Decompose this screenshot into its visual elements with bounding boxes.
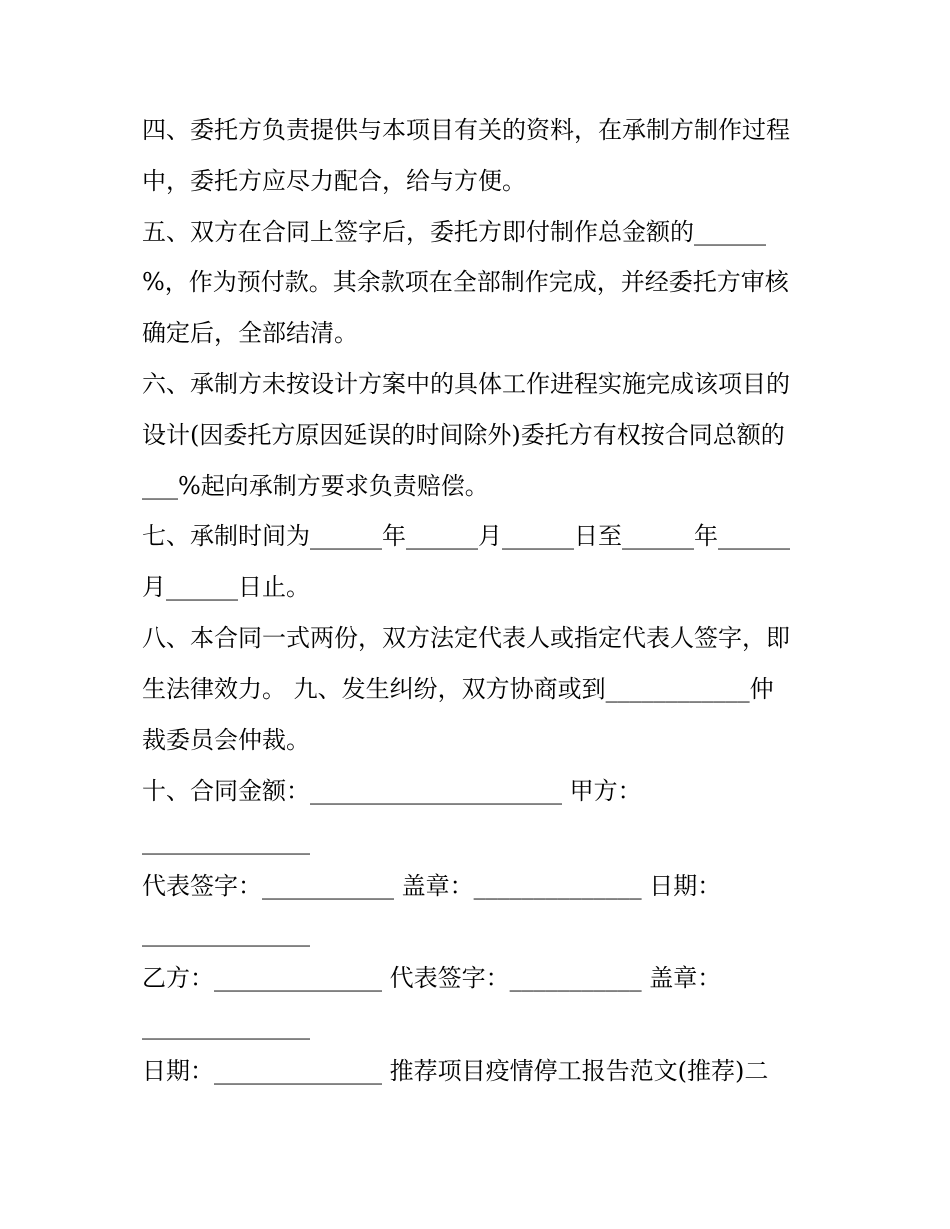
clause-6-line-2: 设计(因委托方原因延误的时间除外)委托方有权按合同总额的 xyxy=(142,421,785,449)
clause-8-line-1: 八、本合同一式两份，双方法定代表人或指定代表人签字，即 xyxy=(142,624,790,652)
clause-6-line-3: ___%起向承制方要求负责赔偿。 xyxy=(142,472,489,500)
party-b-date-line: 日期：______________ 推荐项目疫情停工报告范文(推荐)二 xyxy=(142,1057,769,1085)
party-a-signature-line: 代表签字：___________ 盖章：______________ 日期： xyxy=(142,872,722,900)
party-b-signature-line: 乙方：______________ 代表签字：___________ 盖章： xyxy=(142,964,722,992)
clause-9-line-2: 裁委员会仲裁。 xyxy=(142,726,310,754)
clause-4-line-2: 中，委托方应尽力配合，给与方便。 xyxy=(142,167,526,195)
clause-4-line-1: 四、委托方负责提供与本项目有关的资料，在承制方制作过程 xyxy=(142,116,790,144)
clause-7-line-1: 七、承制时间为______年______月______日至______年______ xyxy=(142,522,790,550)
clause-8-9-line: 生法律效力。 九、发生纠纷，双方协商或到____________仲 xyxy=(142,675,774,703)
clause-5-line-3: 确定后，全部结清。 xyxy=(142,319,358,347)
clause-6-line-1: 六、承制方未按设计方案中的具体工作进程实施完成该项目的 xyxy=(142,370,790,398)
clause-5-line-2: %，作为预付款。其余款项在全部制作完成，并经委托方审核 xyxy=(142,268,789,296)
clause-5-line-1: 五、双方在合同上签字后，委托方即付制作总金额的______ xyxy=(142,218,766,246)
party-a-blank-line: ______________ xyxy=(142,827,310,855)
clause-10-amount-line: 十、合同金额：_____________________ 甲方： xyxy=(142,777,642,805)
party-b-seal-blank-line: ______________ xyxy=(142,1012,310,1040)
clause-7-line-2: 月______日止。 xyxy=(142,573,310,601)
party-a-date-blank-line: ______________ xyxy=(142,919,310,947)
